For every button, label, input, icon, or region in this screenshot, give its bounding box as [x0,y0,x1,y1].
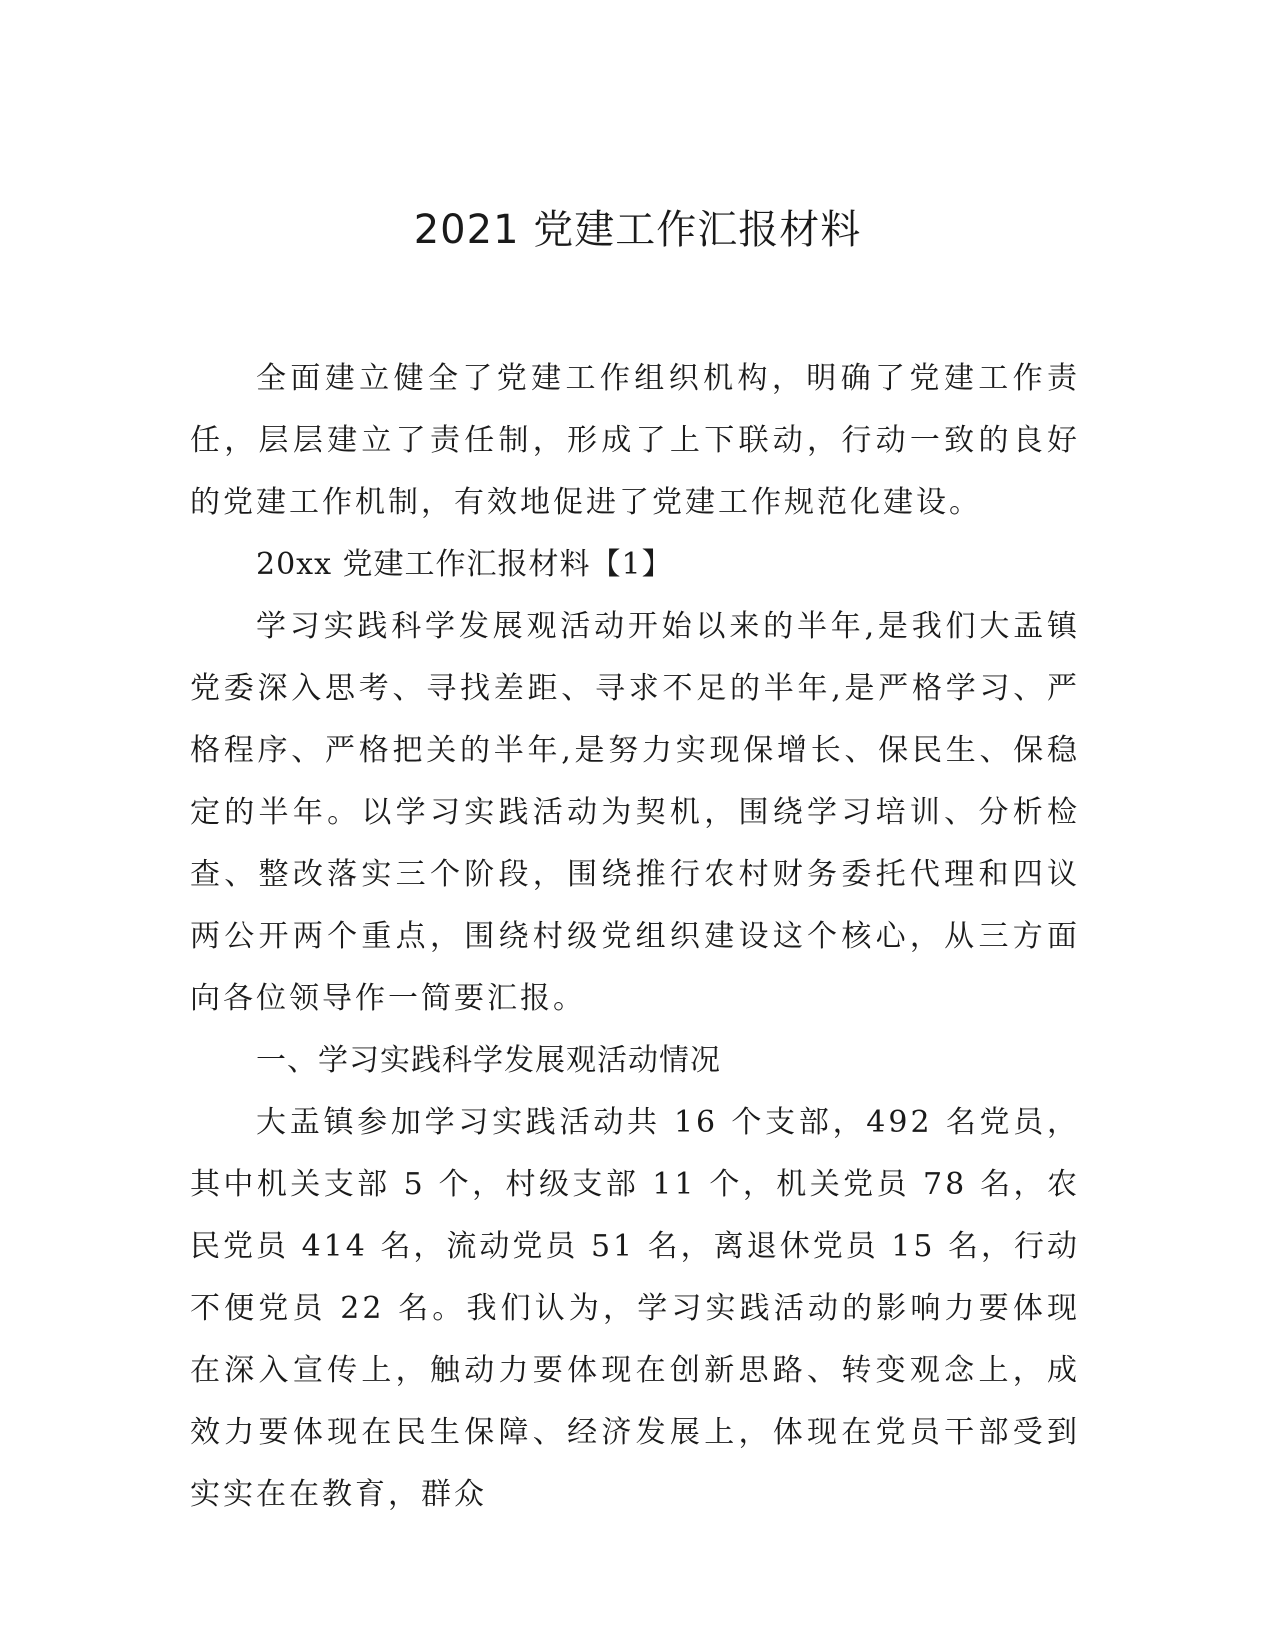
document-title: 2021 党建工作汇报材料 [413,207,862,253]
section-heading-activity: 一、学习实践科学发展观活动情况 [256,1043,721,1078]
paragraph-intro: 全面建立健全了党建工作组织机构，明确了党建工作责任，层层建立了责任制，形成了上下联动，行动一致的良好的党建工作机制，有效地促进了党建工作规范化建设。 [190,361,1080,520]
paragraph-overview: 学习实践科学发展观活动开始以来的半年,是我们大盂镇党委深入思考、寻找差距、寻求不足的半年,是严格学习、严格程序、严格把关的半年,是努力实现保增长、保民生、保稳定的半年。以学习实践活动为契机，围绕学习培训、分析检查、整改落实三个阶段，围绕推行农村财务委托代理和四议两公开两个重点，围绕村级党组织建设这个核心，从三方面向各位领导作一简要汇报。 [190,609,1080,1016]
document-body [190,348,1080,1526]
section-heading-1: 20xx 党建工作汇报材料【1】 [256,547,673,582]
paragraph-statistics: 大盂镇参加学习实践活动共 16 个支部，492 名党员，其中机关支部 5 个，村级支部 11 个，机关党员 78 名，农民党员 414 名，流动党员 51 名，离退休党员 15 名，行动不便党员 22 名。我们认为，学习实践活动的影响力要体现在深入宣传上，触动力要体现在创新思路、转变观念上，成效力要体现在民生保障、经济发展上，体现在党员干部受到实实在在教育，群众 [190,1105,1080,1512]
